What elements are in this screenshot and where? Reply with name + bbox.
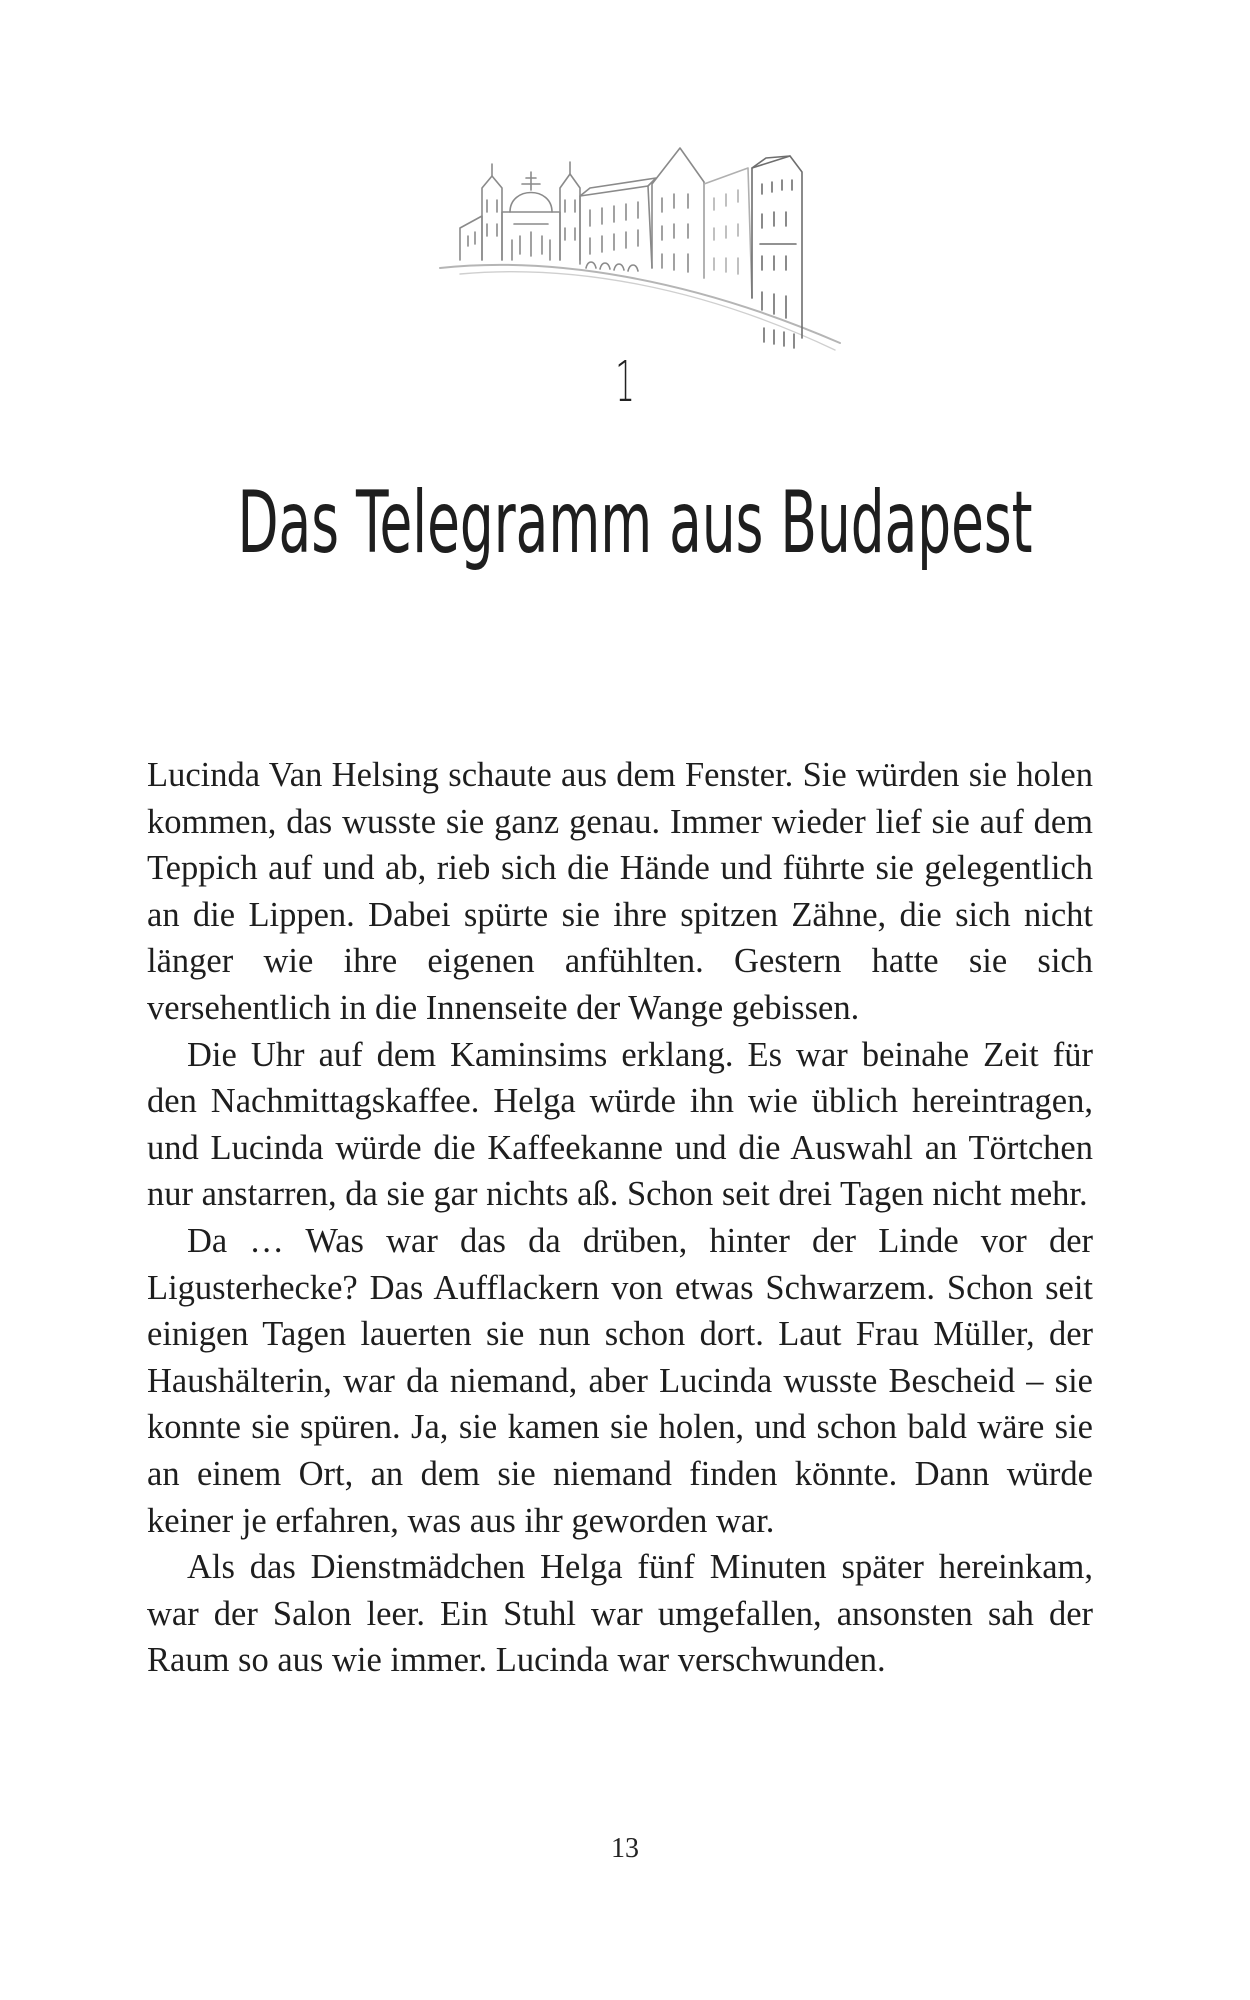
paragraph: Lucinda Van Helsing schaute aus dem Fenster. Sie würden sie holen kommen, das wusste sie ganz genau. Immer wieder lief sie auf dem Teppich auf und ab, rieb sich die Hände und führte sie gelegentlich an die Lippen. Dabei spürte sie ihre spitzen Zähne, die sich nicht länger wie ihre eigenen anfühlten. Gestern hatte sie sich versehentlich in die Innenseite der Wange gebissen.	[147, 756, 1093, 1027]
paragraph: Die Uhr auf dem Kaminsims erklang. Es war beinahe Zeit für den Nachmittagskaffee. Helga würde ihn wie üblich hereintragen, und Lucinda würde die Kaffeekanne und die Auswahl an Törtchen nur anstarren, da sie gar nichts aß. Schon seit drei Tagen nicht mehr.	[147, 1035, 1093, 1214]
chapter-number: 1	[615, 350, 635, 415]
chapter-body	[147, 752, 1093, 1684]
city-skyline-icon	[430, 128, 850, 358]
chapter-title: Das Telegramm aus Budapest	[237, 473, 1033, 573]
paragraph: Als das Dienstmädchen Helga fünf Minuten später hereinkam, war der Salon leer. Ein Stuhl war umgefallen, ansonsten sah der Raum so aus wie immer. Lucinda war verschwunden.	[147, 1548, 1093, 1680]
paragraph: Da … Was war das da drüben, hinter der Linde vor der Ligusterhecke? Das Aufflackern von etwas Schwarzem. Schon seit einigen Tagen lauerten sie nun schon dort. Laut Frau Müller, der Haushälterin, war da niemand, aber Lucinda wusste Bescheid – sie konnte sie spüren. Ja, sie kamen sie holen, und schon bald wäre sie an einem Ort, an dem sie niemand finden könnte. Dann würde keiner je erfahren, was aus ihr geworden war.	[147, 1221, 1093, 1540]
page-number: 13	[611, 1833, 639, 1864]
